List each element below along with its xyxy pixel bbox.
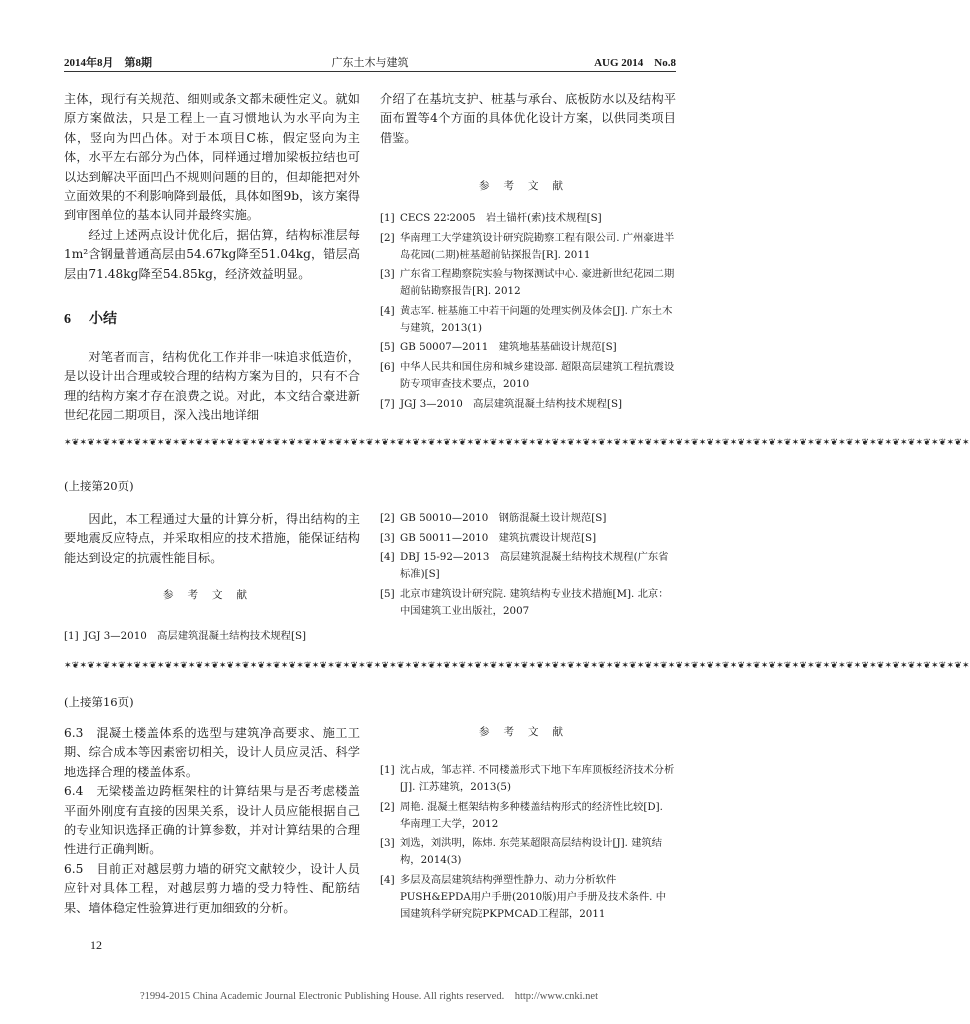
- reference-item: [4] 多层及高层建筑结构弹塑性静力、动力分析软件PUSH&EPDA用户手册(2010版)用户手册及技术条件. 中国建筑科学研究院PKPMCAD工程部，2011: [380, 873, 666, 920]
- header-right: AUG 2014 No.8: [594, 57, 676, 69]
- reference-item: [3] 广东省工程勘察院实验与物探测试中心. 豪进新世纪花园二期超前钻勘察报告[R]. 2012: [380, 268, 675, 298]
- body-paragraph: 因此，本工程通过大量的计算分析，得出结构的主要地震反应特点，并采取相应的技术措施，能保证结构能达到设定的抗震性能目标。: [64, 512, 360, 565]
- body-paragraph: 主体，现行有关规范、细则或条文都未硬性定义。就如原方案做法，只是工程上一直习惯地认为水平向为主体，竖向为凹凸体。对于本项目C栋，假定竖向为主体，水平左右部分为凸体，同样通过增加梁板拉结也可以达到解决平面凹凸不规则问题的目的，但却能把对外立面效果的不利影响降到最低，具体如图9b，该方案得到审图单位的基本认同并最终实施。: [64, 92, 360, 223]
- reference-item: [3] 刘选，刘洪明，陈炜. 东莞某超限高层结构设计[J]. 建筑结构，2014(3): [380, 837, 663, 867]
- ornament-divider: ✶❦✶❦✶❦✶❦✶❦✶❦✶❦✶❦✶❦✶❦✶❦✶❦✶❦✶❦✶❦✶❦✶❦✶❦✶❦✶❦✶❦✶❦✶❦✶❦✶❦✶❦✶❦✶❦✶❦✶❦✶❦✶❦✶❦✶❦✶❦✶❦✶❦✶❦✶❦✶❦✶❦✶❦✶❦✶❦✶❦✶❦✶❦✶❦✶❦✶❦✶❦✶❦✶❦✶❦✶❦✶❦✶❦✶❦✶: [64, 661, 970, 671]
- copyright-footer: ?1994-2015 China Academic Journal Electronic Publishing House. All rights reserved. http://www.cnki.net: [139, 991, 599, 1002]
- reference-list: [380, 210, 676, 415]
- reference-item: [4] 黄志军. 桩基施工中若干问题的处理实例及体会[J]. 广东土木与建筑，2013(1): [380, 304, 673, 334]
- reference-item: [4] DBJ 15-92—2013 高层建筑混凝土结构技术规程(广东省标准)[S]: [380, 551, 669, 581]
- section-heading: [64, 308, 117, 328]
- conclusion-item: 6.3 混凝土楼盖体系的选型与建筑净高要求、施工工期、综合成本等因素密切相关，设计人员应灵活、科学地选择合理的楼盖体系。: [64, 726, 360, 779]
- continued-from-label: (上接第20页): [64, 479, 134, 493]
- reference-list: [380, 510, 676, 622]
- body-paragraph: 经过上述两点设计优化后，据估算，结构标准层每1m²含钢量普通高层由54.67kg降至51.04kg，错层高层由71.48kg降至54.85kg，经济效益明显。: [64, 227, 360, 281]
- reference-item: [1] JGJ 3—2010 高层建筑混凝土结构技术规程[S]: [64, 630, 307, 642]
- page-number: 12: [90, 938, 102, 952]
- section-number: 6: [64, 312, 71, 327]
- reference-item: [1] 沈占成，邹志祥. 不同楼盖形式下地下车库顶板经济技术分析[J]. 江苏建筑，2013(5): [380, 764, 675, 793]
- journal-title: 广东土木与建筑: [331, 57, 409, 69]
- references-title: 参考文献: [479, 726, 577, 738]
- summary-paragraph: 对笔者而言，结构优化工作并非一味追求低造价，是以设计出合理或较合理的结构方案为目的，只有不合理的结构方案才存在浪费之说。对此，本文结合豪进新世纪花园二期项目，深入浅出地详细: [64, 350, 360, 423]
- ornament-divider: ✶❦✶❦✶❦✶❦✶❦✶❦✶❦✶❦✶❦✶❦✶❦✶❦✶❦✶❦✶❦✶❦✶❦✶❦✶❦✶❦✶❦✶❦✶❦✶❦✶❦✶❦✶❦✶❦✶❦✶❦✶❦✶❦✶❦✶❦✶❦✶❦✶❦✶❦✶❦✶❦✶❦✶❦✶❦✶❦✶❦✶❦✶❦✶❦✶❦✶❦✶❦✶❦✶❦✶❦✶❦✶❦✶❦✶❦✶: [64, 438, 970, 448]
- reference-item: [6] 中华人民共和国住房和城乡建设部. 超限高层建筑工程抗震设防专项审查技术要点，2010: [380, 360, 675, 390]
- continued-from-label: (上接第16页): [64, 695, 134, 709]
- reference-item: [2] 华南理工大学建筑设计研究院勘察工程有限公司. 广州豪进半岛花园(二期)桩基超前钻探报告[R]. 2011: [380, 231, 675, 261]
- reference-item: [3] GB 50011—2010 建筑抗震设计规范[S]: [380, 531, 597, 544]
- reference-item: [7] JGJ 3—2010 高层建筑混凝土结构技术规程[S]: [380, 397, 623, 410]
- conclusion-item: 6.4 无梁楼盖边跨框架柱的计算结果与是否考虑楼盖平面外刚度有直接的因果关系，设计人员应能根据自己的专业知识选择正确的计算参数，并对计算结果的合理性进行正确判断。: [64, 784, 360, 857]
- reference-item: [2] GB 50010—2010 钢筋混凝土设计规范[S]: [380, 512, 607, 524]
- reference-item: [2] 周艳. 混凝土框架结构多种楼盖结构形式的经济性比较[D]. 华南理工大学，2012: [380, 800, 663, 830]
- conclusion-items: [64, 724, 360, 918]
- reference-list: [380, 762, 676, 925]
- reference-list: [64, 628, 360, 648]
- references-title: 参考文献: [479, 180, 577, 192]
- reference-item: [5] GB 50007—2011 建筑地基基础设计规范[S]: [380, 341, 617, 354]
- header-left: 2014年8月 第8期: [64, 57, 152, 69]
- summary-column: [64, 348, 360, 426]
- section-title: 小结: [89, 311, 117, 327]
- top-right-column: [380, 90, 676, 148]
- header-rule: [64, 71, 676, 72]
- reference-item: [5] 北京市建筑设计研究院. 建筑结构专业技术措施[M]. 北京：中国建筑工业出版社，2007: [380, 587, 669, 617]
- body-paragraph: 介绍了在基坑支护、桩基与承台、底板防水以及结构平面布置等4个方面的具体优化设计方案，以供同类项目借鉴。: [380, 92, 676, 145]
- conclusion-item: 6.5 目前正对越层剪力墙的研究文献较少，设计人员应针对具体工程，对越层剪力墙的受力特性、配筋结果、墙体稳定性验算进行更加细致的分析。: [64, 861, 360, 915]
- reference-item: [1] CECS 22∶2005 岩土锚杆(索)技术规程[S]: [380, 212, 602, 224]
- top-left-column: [64, 90, 360, 284]
- references-title: 参考文献: [163, 589, 261, 601]
- middle-left-column: [64, 510, 360, 568]
